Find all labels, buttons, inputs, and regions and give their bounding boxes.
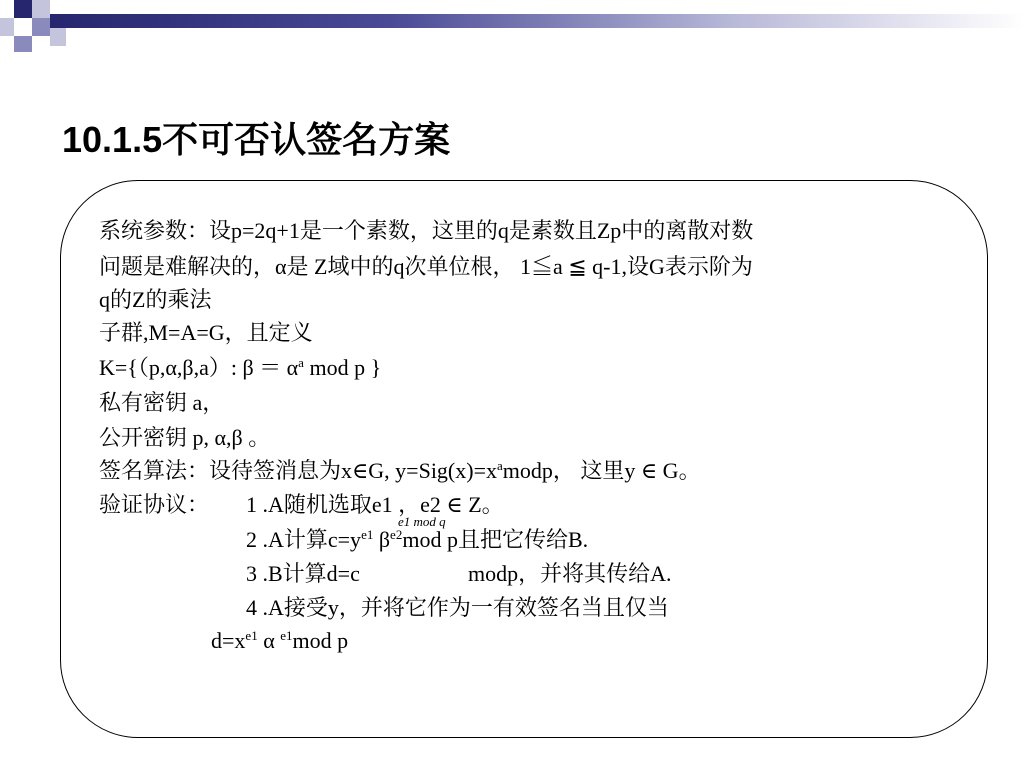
text-line: 子群,M=A=G，且定义 — [99, 320, 313, 345]
exponent-overlay: e1 mod q — [398, 514, 446, 529]
header-square — [0, 0, 14, 14]
header-square — [0, 18, 14, 36]
header-square — [14, 36, 32, 52]
text-line: 系统参数：设p=2q+1是一个素数，这里的q是素数且Zp中的离散对数 — [99, 218, 754, 243]
slide-title: 10.1.5不可否认签名方案 — [62, 119, 451, 160]
header-square — [50, 28, 66, 46]
text-line: 签名算法：设待签消息为x∈G, $y=Sig(x)=x^amodp$， 这里y ∈ G。 — [99, 458, 701, 483]
header-gradient-bar — [50, 14, 1024, 28]
text-line: $d=x^{e1}$ α $^{e1}$mod p — [211, 628, 349, 653]
text-line: 3 .B计算d=c — [246, 561, 360, 586]
text-line: 1 .A随机选取e1 ，e2 ∈ Z。 — [246, 492, 504, 517]
text-line: 私有密钥 a， — [99, 390, 225, 415]
text-line: q的Z的乘法 — [99, 287, 212, 312]
text-line: 验证协议： — [99, 492, 210, 517]
header-square — [14, 0, 32, 18]
text-line: 问题是难解决的，α是 Z域中的q次单位根， 1≦a ≦ q-1,设G表示阶为 — [99, 254, 753, 279]
text-line: 4 .A接受y，并将它作为一有效签名当且仅当 — [246, 595, 669, 620]
text-line: 2 .A计算$c=y^{e1}$ $\beta^{e2}mod$ p且把它传给B. — [246, 527, 589, 552]
header-square — [32, 18, 50, 36]
text-line: 公开密钥 p, α,β 。 — [99, 425, 271, 450]
text-line: K={（p,α,β,a）: $\beta = \alpha^a$ mod p } — [99, 355, 382, 380]
text-line: modp，并将其传给A. — [468, 561, 672, 586]
header-square — [32, 0, 50, 18]
